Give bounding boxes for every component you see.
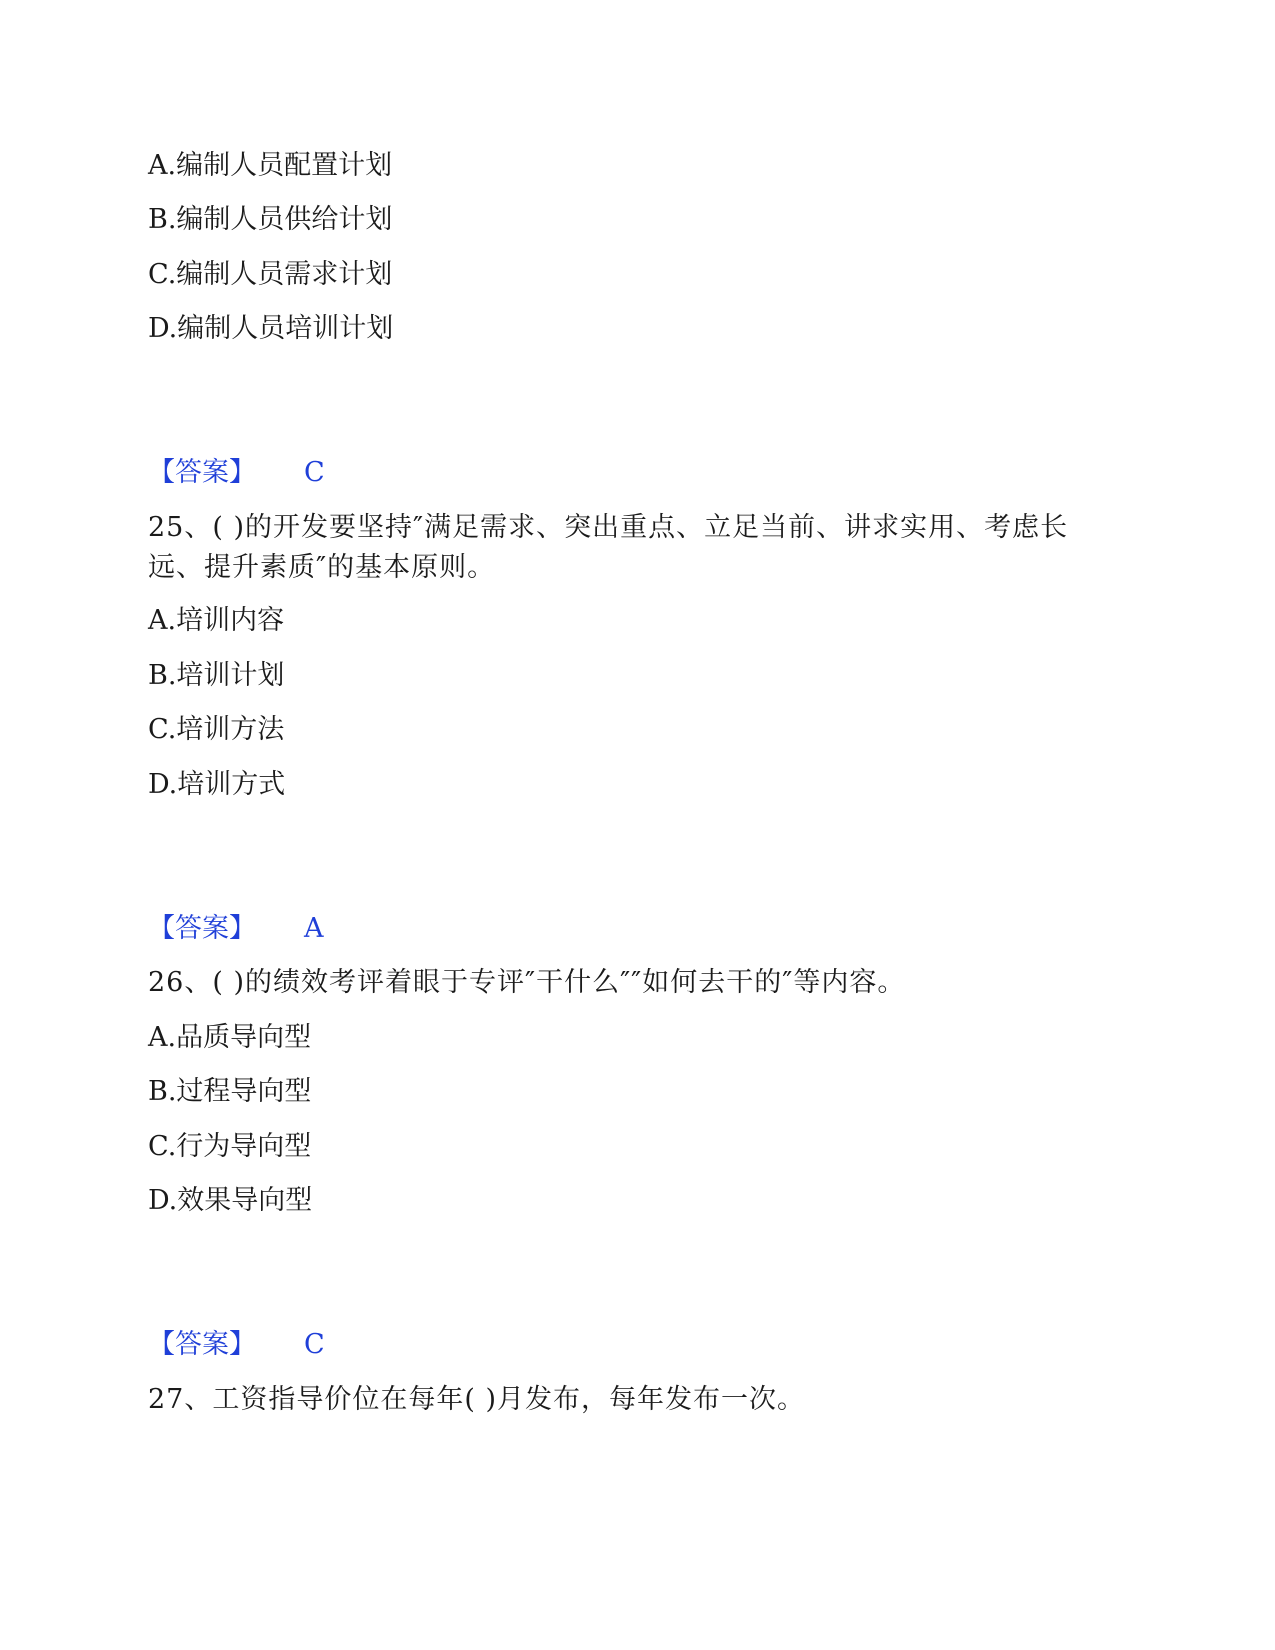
question-27-text: 27、工资指导价位在每年( )月发布，每年发布一次。	[148, 1384, 806, 1415]
q26-option-a: A.品质导向型	[148, 1022, 312, 1053]
answer-value: C	[304, 457, 325, 488]
q25-option-a: A.培训内容	[148, 605, 285, 636]
answer-label: 【答案】	[148, 913, 256, 944]
answer-label: 【答案】	[148, 1329, 256, 1360]
option-b: B.编制人员供给计划	[148, 204, 393, 235]
answer-value: C	[304, 1329, 325, 1360]
q25-option-d: D.培训方式	[148, 769, 286, 800]
question-26-text: 26、( )的绩效考评着眼于专评″干什么″″如何去干的″等内容。	[148, 967, 906, 998]
question-25-text: 25、( )的开发要坚持″满足需求、突出重点、立足当前、讲求实用、考虑长远、提升素质″的基本原则。	[148, 512, 1069, 583]
q25-option-b: B.培训计划	[148, 660, 285, 691]
q26-option-c: C.行为导向型	[148, 1131, 312, 1162]
option-a: A.编制人员配置计划	[148, 150, 393, 181]
option-c: C.编制人员需求计划	[148, 259, 393, 290]
q26-option-b: B.过程导向型	[148, 1076, 312, 1107]
q25-option-c: C.培训方法	[148, 714, 285, 745]
q26-answer-row	[148, 1325, 325, 1365]
answer-label: 【答案】	[148, 457, 256, 488]
q26-option-d: D.效果导向型	[148, 1185, 313, 1216]
option-d: D.编制人员培训计划	[148, 313, 394, 344]
answer-row	[148, 453, 325, 493]
q25-answer-row	[148, 909, 324, 949]
answer-value: A	[304, 913, 324, 944]
